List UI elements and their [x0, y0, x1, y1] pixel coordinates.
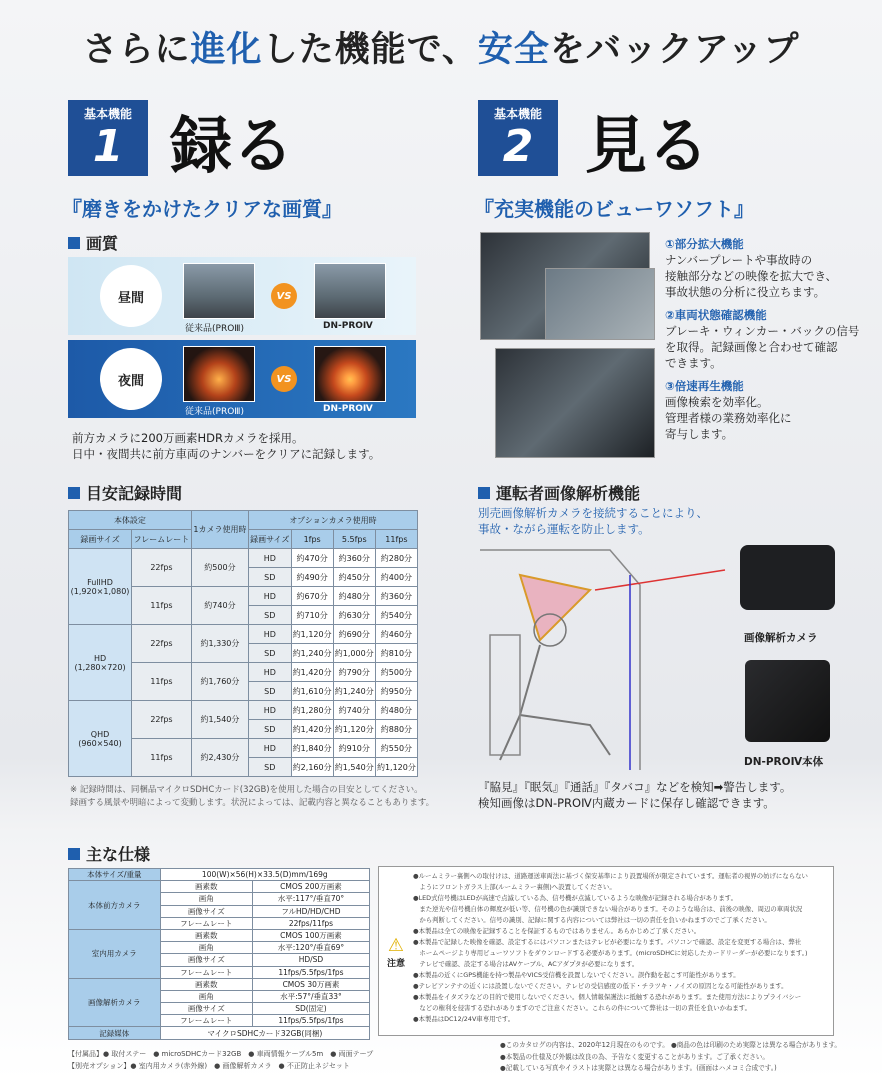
spec-media-value: マイクロSDHCカード32GB(同梱) [160, 1027, 369, 1039]
old-day-photo [183, 263, 255, 319]
record-time-cell: 約1,420分 [291, 663, 333, 682]
viewer-feature-item [665, 378, 859, 442]
frame-rate-cell: 22fps [132, 625, 192, 663]
spec-row [69, 929, 370, 941]
record-time-cell: 約1,240分 [291, 644, 333, 663]
record-time-cell: 約1,280分 [291, 701, 333, 720]
option-size-cell: HD [248, 549, 291, 568]
accessories: 【付属品】● 取付ステー ● microSDHCカード32GB ● 車両情報ケーブル5m ● 両面テープ 【別売オプション】● 室内用カメラ(赤外線) ● 画像解析カメラ ● 不正防止ネジセット [68, 1050, 374, 1070]
record-time-cell: 約1,540分 [333, 758, 375, 777]
resolution-name: QHD [90, 729, 110, 739]
feature-1-subtitle: 『磨きをかけたクリアな画質』 [62, 197, 342, 221]
caution-box [378, 866, 834, 1036]
spec-value: SD(固定) [252, 1003, 369, 1015]
option-size-cell: HD [248, 663, 291, 682]
viewer-screenshot-playback [495, 348, 655, 458]
main-unit-image [745, 660, 830, 742]
record-time-cell: 約810分 [375, 644, 417, 663]
caution-line: ●テレビアンテナの近くには設置しないでください。テレビの受信感度の低下・チラツキ・ノイズの原因となる可能性があります。 [413, 982, 788, 990]
single-camera-time: 約1,330分 [191, 625, 248, 663]
record-time-cell: 約400分 [375, 568, 417, 587]
spec-item: 画素数 [160, 978, 252, 990]
new-caption: DN-PROⅣ [323, 321, 373, 331]
day-label: 昼間 [100, 265, 162, 327]
quality-heading: 画質 [68, 231, 118, 254]
feature-line: 画像検索を効率化。 [665, 395, 769, 409]
table-row [69, 701, 418, 720]
caution-line: ●本製品をイタズラなどの目的で使用しないでください。個人情報保護法に抵触する恐れがあります。また使用方法によりプライバシー [413, 993, 802, 1001]
spec-row [69, 881, 370, 893]
frame-rate-cell: 22fps [132, 701, 192, 739]
feature-2-badge: 基本機能 2 [478, 100, 558, 176]
spec-item: 画像サイズ [160, 954, 252, 966]
old-night-photo [183, 346, 255, 402]
caution-line: ●本製品は全ての映像を記録することを保証するものではありません。あらかじめご了承ください。 [413, 927, 701, 935]
record-time-cell: 約540分 [375, 606, 417, 625]
footer-note: ●記載している写真やイラストは実際とは異なる場合があります。(画面はハメコミ合成です。) [500, 1064, 777, 1072]
record-time-cell: 約2,160分 [291, 758, 333, 777]
specs-table: 本体サイズ/重量 100(W)×56(H)×33.5(D)mm/169g 本体前方カメラ 画素数 CMOS 200万画素 画角 水平:117°/垂直70° 画像サイズ フルHD/HD/CHD フレームレート 22fps/11fps 室内用カメラ 画素数 CMOS 100万画素 画角 水平:120°/垂直69° 画像サイズ HD/SD フレームレート 11fps/5.5fps/1fps 画像解析カメラ 画素数 CMOS 30万画素 画角 水平:57°/垂直33° 画像サイズ SD(固定) フレームレート 11fps/5.5fps/1fps 記録媒体 マイクロSDHCカード32GB(同梱) [68, 868, 370, 1040]
record-time-cell: 約950分 [375, 682, 417, 701]
caution-line: ●ルームミラー裏側への取付けは、道路運送車両法に基づく保安基準により設置場所が限定されています。運転者の視界の妨げにならない [413, 872, 808, 880]
driver-illustration [480, 545, 730, 770]
option-size-cell: HD [248, 701, 291, 720]
feature-line: を取得。記録画像と合わせて確認 [665, 340, 838, 354]
spec-value: CMOS 30万画素 [252, 978, 369, 990]
viewer-zoom-detail [545, 268, 655, 340]
record-time-cell: 約1,120分 [291, 625, 333, 644]
record-time-cell: 約1,120分 [333, 720, 375, 739]
record-time-cell: 約470分 [291, 549, 333, 568]
option-size-cell: SD [248, 606, 291, 625]
feature-2-subtitle: 『充実機能のビューワソフト』 [474, 197, 754, 221]
spec-value: 水平:120°/垂直69° [252, 942, 369, 954]
spec-value: 水平:117°/垂直70° [252, 893, 369, 905]
old-caption: 従来品(PROⅢ) [185, 407, 244, 417]
spec-item: 画素数 [160, 929, 252, 941]
record-time-heading: 目安記録時間 [68, 481, 182, 504]
spec-media-label: 記録媒体 [69, 1027, 161, 1039]
analysis-description: 『脇見』『眠気』『通話』『タバコ』などを検知➡警告します。 検知画像はDN-PROⅣ内蔵カードに保存し確認できます。 [478, 780, 792, 810]
viewer-feature-item [665, 236, 859, 300]
caution-line: から判断してください。信号の識別、記録に関する内容については弊社は一切の責任を負いかねますのでご了承ください。 [413, 916, 771, 924]
spec-item: 画角 [160, 990, 252, 1002]
spec-item: 画角 [160, 942, 252, 954]
feature-title: ①部分拡大機能 [665, 237, 744, 251]
option-size-cell: SD [248, 644, 291, 663]
resolution-size: (1,280×720) [74, 662, 126, 672]
single-camera-time: 約2,430分 [191, 739, 248, 777]
caution-line: ●LED式信号機はLEDが高速で点滅している為、信号機が点滅しているような映像が記録される場合があります。 [413, 894, 738, 902]
night-label: 夜間 [100, 348, 162, 410]
feature-line: 管理者様の業務効率化に [665, 411, 792, 425]
new-caption: DN-PROⅣ [323, 404, 373, 414]
feature-line: ブレーキ・ウィンカー・バックの信号 [665, 324, 860, 338]
analysis-heading: 運転者画像解析機能 [478, 481, 640, 504]
frame-rate-cell: 11fps [132, 663, 192, 701]
caution-line: などの権利を侵害する恐れがありますのでご注意ください。これらの件について弊社は一切の責任を負いかねます。 [413, 1004, 752, 1012]
record-time-cell: 約910分 [333, 739, 375, 758]
quality-description: 前方カメラに200万画素HDRカメラを採用。 日中・夜間共に前方車両のナンバーをクリアに記録します。 [72, 431, 381, 461]
single-camera-time: 約500分 [191, 549, 248, 587]
resolution-name: FullHD [87, 577, 113, 587]
single-camera-time: 約740分 [191, 587, 248, 625]
record-time-cell: 約880分 [375, 720, 417, 739]
option-size-cell: SD [248, 568, 291, 587]
spec-item: フレームレート [160, 1015, 252, 1027]
spec-item: フレームレート [160, 917, 252, 929]
caution-line: ●本製品の近くにGPS機能を持つ製品やVICS受信機を設置しないでください。誤作動を起こす可能性があります。 [413, 971, 740, 979]
old-caption: 従来品(PROⅢ) [185, 324, 244, 334]
feature-line: 事故状態の分析に役立ちます。 [665, 285, 826, 299]
feature-1-badge: 基本機能 1 [68, 100, 148, 176]
record-time-cell: 約1,240分 [333, 682, 375, 701]
spec-item: 画像サイズ [160, 1003, 252, 1015]
caution-line: また逆光や信号機自体の輝度が低い等、信号機の色が識別できない場合があります。そのような場合は、前後の映像、周辺の車両状況 [413, 905, 803, 913]
record-time-cell: 約360分 [375, 587, 417, 606]
resolution-cell [69, 549, 132, 625]
spec-group-label: 画像解析カメラ [69, 978, 161, 1027]
record-time-cell: 約360分 [333, 549, 375, 568]
caution-line: ようにフロントガラス上部(ルームミラー裏側)へ設置してください。 [413, 883, 616, 891]
spec-item: 画素数 [160, 881, 252, 893]
spec-item: 画角 [160, 893, 252, 905]
record-time-cell: 約480分 [333, 587, 375, 606]
viewer-feature-item [665, 307, 859, 371]
record-time-cell: 約280分 [375, 549, 417, 568]
spec-value: フルHD/HD/CHD [252, 905, 369, 917]
spec-value: CMOS 200万画素 [252, 881, 369, 893]
spec-value: CMOS 100万画素 [252, 929, 369, 941]
record-time-cell: 約670分 [291, 587, 333, 606]
feature-title: ③倍速再生機能 [665, 379, 744, 393]
record-time-cell: 約1,000分 [333, 644, 375, 663]
resolution-name: HD [93, 653, 107, 663]
footer-notes [500, 1040, 841, 1075]
page-title: さらに進化した機能で、安全をバックアップ [82, 30, 800, 70]
vs-icon: VS [271, 366, 297, 392]
analysis-camera-label: 画像解析カメラ [744, 632, 818, 644]
spec-row [69, 978, 370, 990]
single-camera-time: 約1,540分 [191, 701, 248, 739]
spec-group-label: 本体前方カメラ [69, 881, 161, 930]
feature-title: ②車両状態確認機能 [665, 308, 767, 322]
record-time-cell: 約790分 [333, 663, 375, 682]
feature-1-headline: 録る [170, 109, 295, 182]
resolution-cell [69, 625, 132, 701]
spec-group-label: 室内用カメラ [69, 929, 161, 978]
table-row [69, 549, 418, 568]
feature-line: ナンバープレートや事故時の [665, 253, 813, 267]
record-time-cell: 約550分 [375, 739, 417, 758]
option-size-cell: SD [248, 682, 291, 701]
feature-line: できます。 [665, 356, 722, 370]
record-time-cell: 約450分 [333, 568, 375, 587]
footer-note: ●本製品の仕様及び外観は改良の為、予告なく変更することがあります。ご了承ください。 [500, 1052, 769, 1061]
option-size-cell: SD [248, 758, 291, 777]
spec-item: 画像サイズ [160, 905, 252, 917]
record-time-cell: 約710分 [291, 606, 333, 625]
caution-line: ホームページより専用ビューワソフトをダウンロードする必要があります。(microSDHCに対応したカードリーダーが必要になります。) [413, 949, 808, 957]
night-comparison [68, 340, 416, 418]
main-unit-label: DN-PROⅣ本体 [744, 756, 824, 768]
option-size-cell: HD [248, 739, 291, 758]
footer-note: ●このカタログの内容は、2020年12月現在のものです。 ●商品の色は印刷のため実際とは異なる場合があります。 [500, 1041, 842, 1049]
day-comparison [68, 257, 416, 335]
new-night-photo [314, 346, 386, 402]
spec-value: 22fps/11fps [252, 917, 369, 929]
record-time-cell: 約1,420分 [291, 720, 333, 739]
record-time-cell: 約1,120分 [375, 758, 417, 777]
analysis-camera-image [740, 545, 835, 610]
spec-value: 水平:57°/垂直33° [252, 990, 369, 1002]
vs-icon: VS [271, 283, 297, 309]
table-row [69, 625, 418, 644]
frame-rate-cell: 11fps [132, 739, 192, 777]
new-day-photo [314, 263, 386, 319]
single-camera-time: 約1,760分 [191, 663, 248, 701]
record-time-cell: 約1,610分 [291, 682, 333, 701]
feature-line: 寄与します。 [665, 427, 734, 441]
frame-rate-cell: 22fps [132, 549, 192, 587]
feature-2-headline: 見る [585, 109, 710, 182]
spec-value: HD/SD [252, 954, 369, 966]
spec-value: 11fps/5.5fps/1fps [252, 1015, 369, 1027]
record-time-table: 本体設定 1カメラ使用時 オプションカメラ使用時 録画サイズ フレームレート 録画サイズ 1fps 5.5fps 11fps FullHD (1,920×1,080) 22fps 約500分 HD 約470分 約360分 約280分 SD 約490分 約450分 約400分 11fps 約740分 HD 約670分 約480分 約360分 SD 約710分 約630分 約540分 HD (1,280×720) 22fps 約1,330分 HD 約1,120分 約690分 約460分 SD 約1,240分 約1,000分 約810分 11fps 約1,760分 HD 約1,420分 約790分 約500分 SD 約1,610分 約1,240分 約950分 QHD (960×540) 22fps 約1,540分 HD 約1,280分 約740分 約480分 SD 約1,420分 約1,120分 約880分 11fps 約2,430分 HD 約1,840分 約910分 約550分 SD 約2,160分 約1,540分 約1,120分 [68, 510, 418, 777]
resolution-cell [69, 701, 132, 777]
specs-heading: 主な仕様 [68, 842, 150, 865]
record-time-cell: 約460分 [375, 625, 417, 644]
record-time-cell: 約690分 [333, 625, 375, 644]
spec-value: 11fps/5.5fps/1fps [252, 966, 369, 978]
record-time-cell: 約500分 [375, 663, 417, 682]
record-time-cell: 約1,840分 [291, 739, 333, 758]
resolution-size: (1,920×1,080) [70, 586, 130, 596]
record-time-note: ※ 記録時間は、同梱品マイクロSDHCカード(32GB)を使用した場合の目安としてください。 録画する風景や明暗によって変動します。状況によっては、記載内容と異なることもあります。 [70, 785, 435, 808]
option-size-cell: HD [248, 625, 291, 644]
feature-line: 接触部分などの映像を拡大でき、 [665, 269, 838, 283]
spec-item: フレームレート [160, 966, 252, 978]
record-time-cell: 約480分 [375, 701, 417, 720]
caution-line: ●本製品はDC12/24V車専用です。 [413, 1015, 515, 1023]
frame-rate-cell: 11fps [132, 587, 192, 625]
viewer-features [665, 236, 859, 449]
record-time-cell: 約630分 [333, 606, 375, 625]
option-size-cell: HD [248, 587, 291, 606]
warning-icon: ⚠ 注意 [386, 935, 405, 969]
record-time-cell: 約740分 [333, 701, 375, 720]
caution-line: テレビで確認、設定する場合はAVケーブル、ACアダプタが必要になります。 [413, 960, 639, 968]
record-time-cell: 約490分 [291, 568, 333, 587]
caution-line: ●本製品で記録した映像を確認、設定するにはパソコンまたはテレビが必要になります。パソコンで確認、設定を変更する場合は、弊社 [413, 938, 802, 946]
option-size-cell: SD [248, 720, 291, 739]
resolution-size: (960×540) [78, 738, 122, 748]
analysis-lead: 別売画像解析カメラを接続することにより、 事故・ながら運転を防止します。 [478, 506, 708, 536]
